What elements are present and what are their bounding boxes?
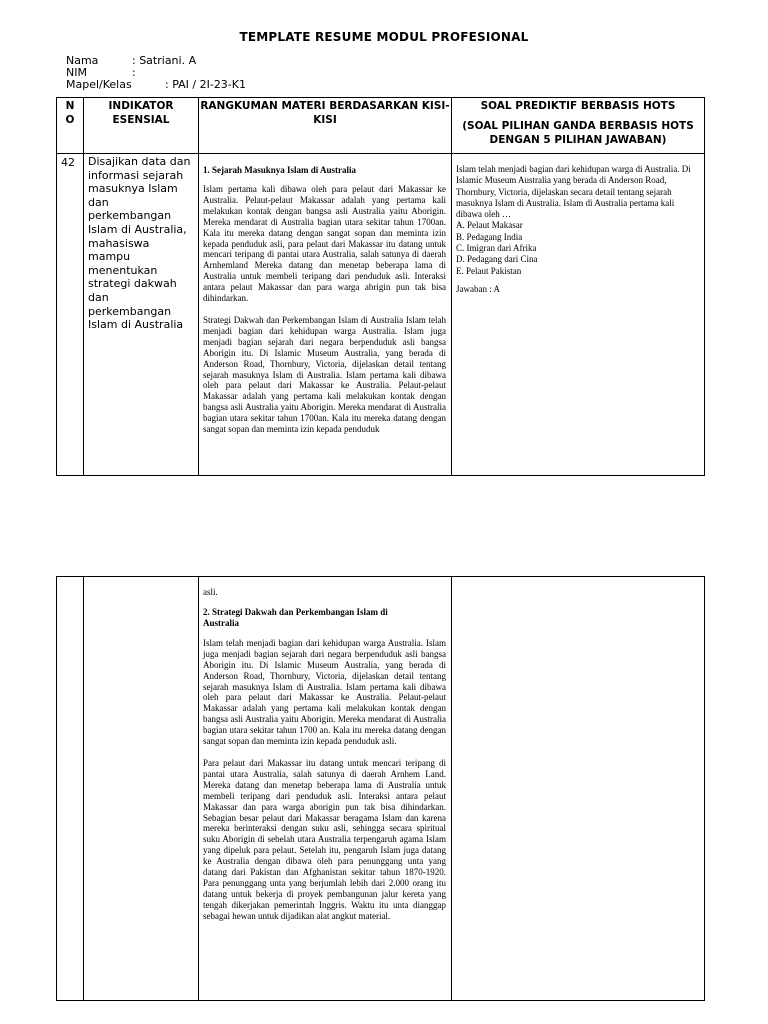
soal-cell	[452, 154, 705, 476]
mapel-label: Mapel/Kelas	[66, 78, 132, 91]
table-row	[57, 154, 705, 476]
table-header-row	[57, 98, 705, 154]
rangkuman-cell	[199, 154, 452, 476]
header-indikator: INDIKATOR ESENSIAL	[84, 98, 199, 154]
rangkuman-cell-continued	[199, 577, 452, 1001]
indikator-cell-empty	[84, 577, 199, 1001]
option-d: D. Pedagang dari Cina	[456, 254, 538, 265]
header-soal-line1: SOAL PREDIKTIF BERBASIS HOTS	[480, 100, 676, 112]
option-e: E. Pelaut Pakistan	[456, 265, 522, 276]
page-title: TEMPLATE RESUME MODUL PROFESIONAL	[239, 30, 529, 44]
header-rangkuman: RANGKUMAN MATERI BERDASARKAN KISI-KISI	[199, 98, 452, 154]
indikator-cell: Disajikan data dan informasi sejarah masuknya Islam dan perkembangan Islam di Australia, mahasiswa mampu menentukan strategi dakwah dan perkembangan Islam di Australia	[84, 154, 199, 476]
continued-word: asli.	[203, 587, 218, 597]
soal-stem: Islam telah menjadi bagian dari kehidupan warga di Australia. Di Islamic Museum Australia yang berada di Anderson Road, Thornbury, Victoria, dijelaskan secara detail tentang sejarah masuknya Islam di Australia. Islam di Australia pertama kali dibawa oleh …	[456, 164, 691, 220]
option-a: A. Pelaut Makasar	[456, 220, 523, 231]
nama-value: : Satriani. A	[132, 54, 197, 67]
option-c: C. Imigran dari Afrika	[456, 243, 537, 254]
section1-title: 1. Sejarah Masuknya Islam di Australia	[203, 165, 357, 175]
header-no: N O	[57, 98, 84, 154]
resume-table-continued	[56, 576, 705, 1001]
resume-table	[56, 97, 705, 476]
meta-mapel	[66, 79, 246, 91]
option-b: B. Pedagang India	[456, 231, 523, 242]
jawaban: Jawaban : A	[456, 283, 500, 294]
nim-value: :	[132, 66, 136, 79]
row-number: 42	[57, 154, 84, 476]
header-soal	[452, 98, 705, 154]
section1-paragraph-1: Islam pertama kali dibawa oleh para pelaut dari Makassar ke Australia. Pelaut-pelaut Makassar adalah yang pertama kali melakukan kontak dengan bangsa asli Australia yaitu Aborigin. Mereka mendarat di Australia bagian utara sekitar tahun 1700an. Kala itu mereka datang dengan sangat sopan dan meminta izin kepada penduduk asli, para pelaut dari Makassar itu datang untuk mencari teripang di pantai utara Australia, salah satunya di daerah Arnhemland Mereka datang dan menetap beberapa lama di Australia untuk membeli teripang dari penduduk asli. Interaksi antara pelaut Makassar dan para warga abrigin pun tak bisa dihindarkan.	[203, 184, 446, 304]
header-soal-line2: (SOAL PILIHAN GANDA BERBASIS HOTS DENGAN 5 PILIHAN JAWABAN)	[462, 120, 694, 146]
section2-title: 2. Strategi Dakwah dan Perkembangan Islam di Australia	[203, 606, 388, 628]
soal-cell-empty	[452, 577, 705, 1001]
table-row	[57, 577, 705, 1001]
section2-paragraph-1: Islam telah menjadi bagian dari kehidupan warga Australia. Islam juga menjadi bagian sejarah dari negara berpenduduk asli bangsa Aborigin itu. Di Islamic Museum Australia, yang berada di Anderson Road, Thornbury, Victoria, dijelaskan detail tentang sejarah masuknya Islam di Australia. Islam pertama kali dibawa oleh para pelaut dari Makassar ke Australia. Pelaut-pelaut Makassar adalah yang pertama kali melakukan kontak dengan bangsa asli Australia yaitu Aborigin. Mereka mendarat di Australia bagian utara sekitar tahun 1700 an. Kala itu mereka datang dengan sangat sopan dan meminta izin kepada penduduk asli.	[203, 637, 446, 747]
nim-label: NIM	[66, 66, 87, 79]
section2-paragraph-2: Para pelaut dari Makassar itu datang untuk mencari teripang di pantai utara Australia, salah satunya di daerah Arnhem Land. Mereka datang dan menetap beberapa lama di Australia untuk membeli teripang dari penduduk asli. Interaksi antara pelaut Makassar dan para warga aborigin pun tak bisa dihindarkan. Sebagian besar pelaut dari Makassar beragama Islam dan karena mereka berinteraksi dengan suku asli, sehingga secara spiritual suku Aborigin di sebelah utara Australia terpengaruh agama Islam yang dipeluk para pelaut. Setelah itu, pengaruh Islam juga datang ke Australia dengan dibawa oleh para penunggang unta yang datang dari Pakistan dan Afghanistan sekitar tahun 1870-1920. Para penunggang unta yang berjumlah lebih dari 2.000 orang itu datang untuk bekerja di proyek pembangunan jalur kereta yang tengah dikerjakan pemerintah Inggris. Waktu itu unta dianggap sebagai hewan untuk dijadikan alat angkut material.	[203, 757, 446, 921]
section1-paragraph-2: Strategi Dakwah dan Perkembangan Islam di Australia Islam telah menjadi bagian dari kehidupan warga Australia. Islam juga menjadi bagian sejarah dari negara berpenduduk asli bangsa Aborigin itu. Di Islamic Museum Australia, yang berada di Anderson Road, Thornbury, Victoria, dijelaskan detail tentang sejarah masuknya Islam di Australia. Islam pertama kali dibawa oleh para pelaut dari Makassar ke Australia. Pelaut-pelaut Makassar adalah yang pertama kali melakukan kontak dengan bangsa asli Australia yaitu Aborigin. Mereka mendarat di Australia bagian utara sekitar tahun 1700an. Kala itu mereka datang dengan sangat sopan dan meminta izin kepada penduduk	[203, 314, 446, 435]
no-cell-empty	[57, 577, 84, 1001]
mapel-value: : PAI / 2I-23-K1	[165, 78, 246, 91]
nama-label: Nama	[66, 54, 99, 67]
